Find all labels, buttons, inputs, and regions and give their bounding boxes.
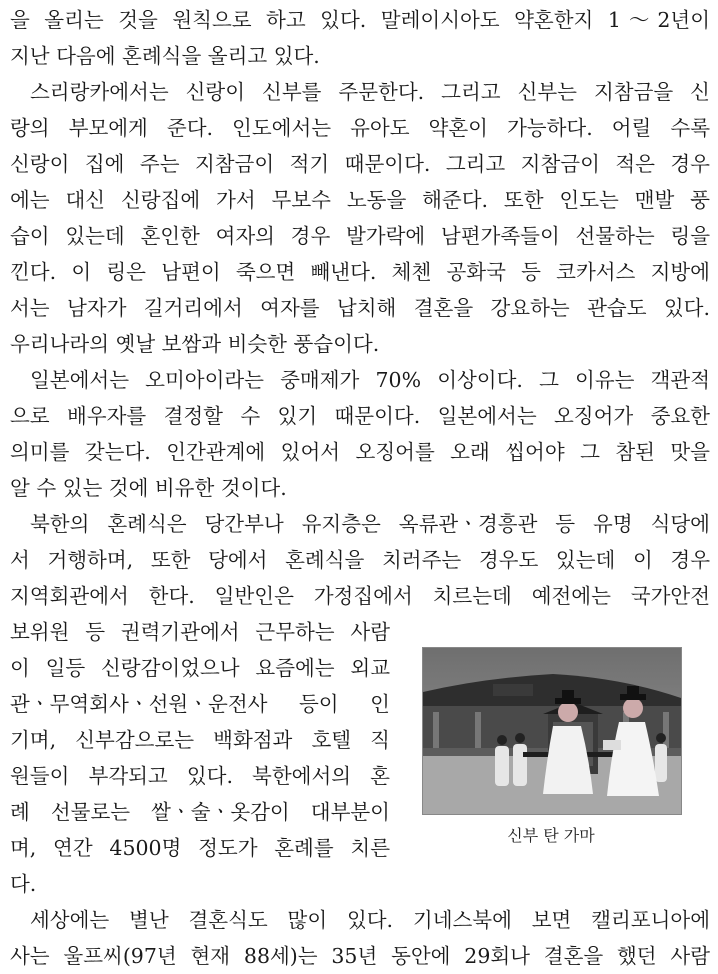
text-line: 스리랑카에서는 신랑이 신부를 주문한다. 그리고 신부는 지참금을 신 bbox=[30, 80, 710, 104]
text-line: 에는 대신 신랑집에 가서 무보수 노동을 해준다. 또한 인도는 맨발 풍 bbox=[10, 188, 710, 212]
text-line: 우리나라의 옛날 보쌈과 비슷한 풍습이다. bbox=[10, 332, 380, 356]
text-line: 지역회관에서 한다. 일반인은 가정집에서 치르는데 예전에는 국가안전 bbox=[10, 584, 710, 608]
text-line: 일본에서는 오미아이라는 중매제가 70% 이상이다. 그 이유는 객관적 bbox=[30, 368, 710, 392]
text-line: 서 거행하며, 또한 당에서 혼례식을 치러주는 경우도 있는데 이 경우 bbox=[10, 548, 710, 572]
figure bbox=[422, 647, 680, 846]
text-line: 원들이 부각되고 있다. 북한에서의 혼 bbox=[10, 764, 390, 788]
text-line: 지난 다음에 혼례식을 올리고 있다. bbox=[10, 44, 320, 68]
text-line: 서는 남자가 길거리에서 여자를 납치해 결혼을 강요하는 관습도 있다. bbox=[10, 296, 710, 320]
text-line: 이 일등 신랑감이었으나 요즘에는 외교 bbox=[10, 656, 390, 680]
text-line: 다. bbox=[10, 872, 37, 896]
palanquin-photo bbox=[422, 647, 682, 815]
text-line: 랑의 부모에게 준다. 인도에서는 유아도 약혼이 가능하다. 어릴 수록 bbox=[10, 116, 710, 140]
text-line: 북한의 혼례식은 당간부나 유지층은 옥류관ㆍ경흥관 등 유명 식당에 bbox=[30, 512, 710, 536]
text-line: 관ㆍ무역회사ㆍ선원ㆍ운전사 등이 인 bbox=[10, 692, 390, 716]
text-line: 기며, 신부감으로는 백화점과 호텔 직 bbox=[10, 728, 390, 752]
text-line: 낀다. 이 링은 남편이 죽으면 빼낸다. 체첸 공화국 등 코카서스 지방에 bbox=[10, 260, 710, 284]
text-line: 의미를 갖는다. 인간관계에 있어서 오징어를 오래 씹어야 그 참된 맛을 bbox=[10, 440, 710, 464]
text-line: 보위원 등 권력기관에서 근무하는 사람 bbox=[10, 620, 390, 644]
text-line: 습이 있는데 혼인한 여자의 경우 발가락에 남편가족들이 선물하는 링을 bbox=[10, 224, 710, 248]
text-line: 알 수 있는 것에 비유한 것이다. bbox=[10, 476, 287, 500]
text-line: 을 올리는 것을 원칙으로 하고 있다. 말레이시아도 약혼한지 1～2년이 bbox=[10, 8, 710, 32]
text-line: 신랑이 집에 주는 지참금이 적기 때문이다. 그리고 지참금이 적은 경우 bbox=[10, 152, 710, 176]
text-line: 례 선물로는 쌀ㆍ술ㆍ옷감이 대부분이 bbox=[10, 800, 390, 824]
text-line: 세상에는 별난 결혼식도 많이 있다. 기네스북에 보면 캘리포니아에 bbox=[30, 908, 710, 932]
text-line: 며, 연간 4500명 정도가 혼례를 치른 bbox=[10, 836, 390, 860]
text-line: 사는 울프씨(97년 현재 88세)는 35년 동안에 29회나 결혼을 했던 사람 bbox=[10, 944, 710, 968]
figure-caption: 신부 탄 가마 bbox=[507, 826, 595, 845]
text-line: 으로 배우자를 결정할 수 있기 때문이다. 일본에서는 오징어가 중요한 bbox=[10, 404, 710, 428]
